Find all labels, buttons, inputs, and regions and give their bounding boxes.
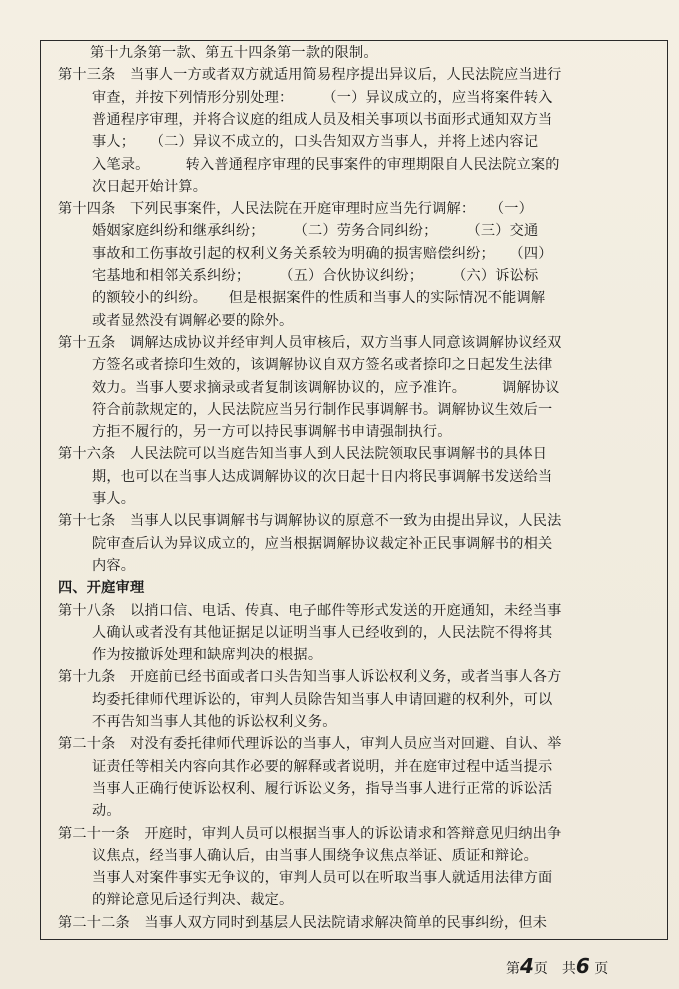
article-heading-line: 第十七条 当事人以民事调解书与调解协议的原意不一致为由提出异议，人民法 [58, 513, 562, 530]
article-heading-line: 第十五条 调解达成协议并经审判人员审核后，双方当事人同意该调解协议经双 [58, 334, 562, 351]
article-heading-line: 第二十一条 开庭时，审判人员可以根据当事人的诉讼请求和答辩意见归纳出争 [58, 825, 562, 842]
text-line: 入笔录。 转入普通程序审理的民事案件的审理期限自人民法院立案的 [92, 156, 560, 173]
section-heading: 四、开庭审理 [58, 580, 145, 597]
text-line: 期，也可以在当事人达成调解协议的次日起十日内将民事调解书发送给当 [92, 468, 553, 485]
page-footer [506, 954, 608, 978]
text-line: 当事人对案件事实无争议的，审判人员可以在听取当事人就适用法律方面 [92, 870, 553, 887]
article-heading-line: 第十三条 当事人一方或者双方就适用简易程序提出异议后，人民法院应当进行 [58, 67, 562, 84]
text-line: 效力。当事人要求摘录或者复制该调解协议的，应予准许。 调解协议 [92, 379, 560, 396]
page-current: 4 [520, 954, 534, 978]
article-heading-line: 第十八条 以捎口信、电话、传真、电子邮件等形式发送的开庭通知，未经当事 [58, 602, 562, 619]
article-heading-line: 第十九条 开庭前已经书面或者口头告知当事人诉讼权利义务，或者当事人各方 [58, 669, 562, 686]
text-line: 普通程序审理，并将合议庭的组成人员及相关事项以书面形式通知双方当 [92, 111, 553, 128]
page-prefix: 第 [506, 961, 520, 977]
text-line: 事人； （二）异议不成立的，口头告知双方当事人，并将上述内容记 [92, 134, 539, 151]
text-line: 方签名或者捺印生效的，该调解协议自双方签名或者捺印之日起发生法律 [92, 357, 553, 374]
article-heading-line: 第二十二条 当事人双方同时到基层人民法院请求解决简单的民事纠纷，但未 [58, 914, 548, 931]
text-line: 或者显然没有调解必要的除外。 [92, 312, 294, 329]
text-line: 审查，并按下列情形分别处理： （一）异议成立的，应当将案件转入 [92, 89, 553, 106]
text-line: 事人。 [92, 491, 136, 507]
text-line: 事故和工伤事故引起的权利义务关系较为明确的损害赔偿纠纷； （四） [92, 245, 553, 262]
text-line: 方拒不履行的，另一方可以持民事调解书申请强制执行。 [92, 424, 452, 441]
text-line: 的辩论意见后迳行判决、裁定。 [92, 892, 294, 909]
text-line: 不再告知当事人其他的诉讼权利义务。 [92, 714, 337, 730]
text-line: 作为按撤诉处理和缺席判决的根据。 [92, 647, 323, 664]
article-heading-line: 第二十条 对没有委托律师代理诉讼的当事人，审判人员应当对回避、自认、举 [58, 736, 562, 753]
article-heading-line: 第十四条 下列民事案件，人民法院在开庭审理时应当先行调解： （一） [58, 201, 533, 218]
text-line: 动。 [92, 803, 121, 820]
text-line: 次日起开始计算。 [92, 178, 208, 195]
text-line: 议焦点，经当事人确认后，由当事人围绕争议焦点举证、质证和辩论。 [92, 847, 539, 864]
article-heading-line: 第十九条第一款、第五十四条第一款的限制。 [90, 45, 378, 61]
text-line: 的额较小的纠纷。 但是根据案件的性质和当事人的实际情况不能调解 [92, 290, 546, 307]
page-mid: 页 共 [533, 961, 576, 977]
text-line: 婚姻家庭纠纷和继承纠纷； （二）劳务合同纠纷； （三）交通 [92, 223, 539, 240]
text-line: 符合前款规定的，人民法院应当另行制作民事调解书。调解协议生效后一 [92, 401, 553, 418]
text-line: 人确认或者没有其他证据足以证明当事人已经收到的，人民法院不得将其 [92, 624, 553, 641]
text-line: 院审查后认为异议成立的，应当根据调解协议裁定补正民事调解书的相关 [92, 535, 553, 552]
page-total: 6 [575, 954, 590, 978]
article-heading-line: 第十六条 人民法院可以当庭告知当事人到人民法院领取民事调解书的具体日 [58, 446, 548, 463]
page-suffix: 页 [589, 961, 609, 977]
text-line: 内容。 [92, 557, 136, 574]
text-line: 宅基地和相邻关系纠纷； （五）合伙协议纠纷； （六）诉讼标 [92, 268, 539, 284]
text-line: 当事人正确行使诉讼权利、履行诉讼义务，指导当事人进行正常的诉讼活 [92, 780, 553, 797]
text-line: 证责任等相关内容向其作必要的解释或者说明，并在庭审过程中适当提示 [92, 758, 553, 775]
text-line: 均委托律师代理诉讼的，审判人员除告知当事人申请回避的权利外，可以 [92, 691, 553, 708]
